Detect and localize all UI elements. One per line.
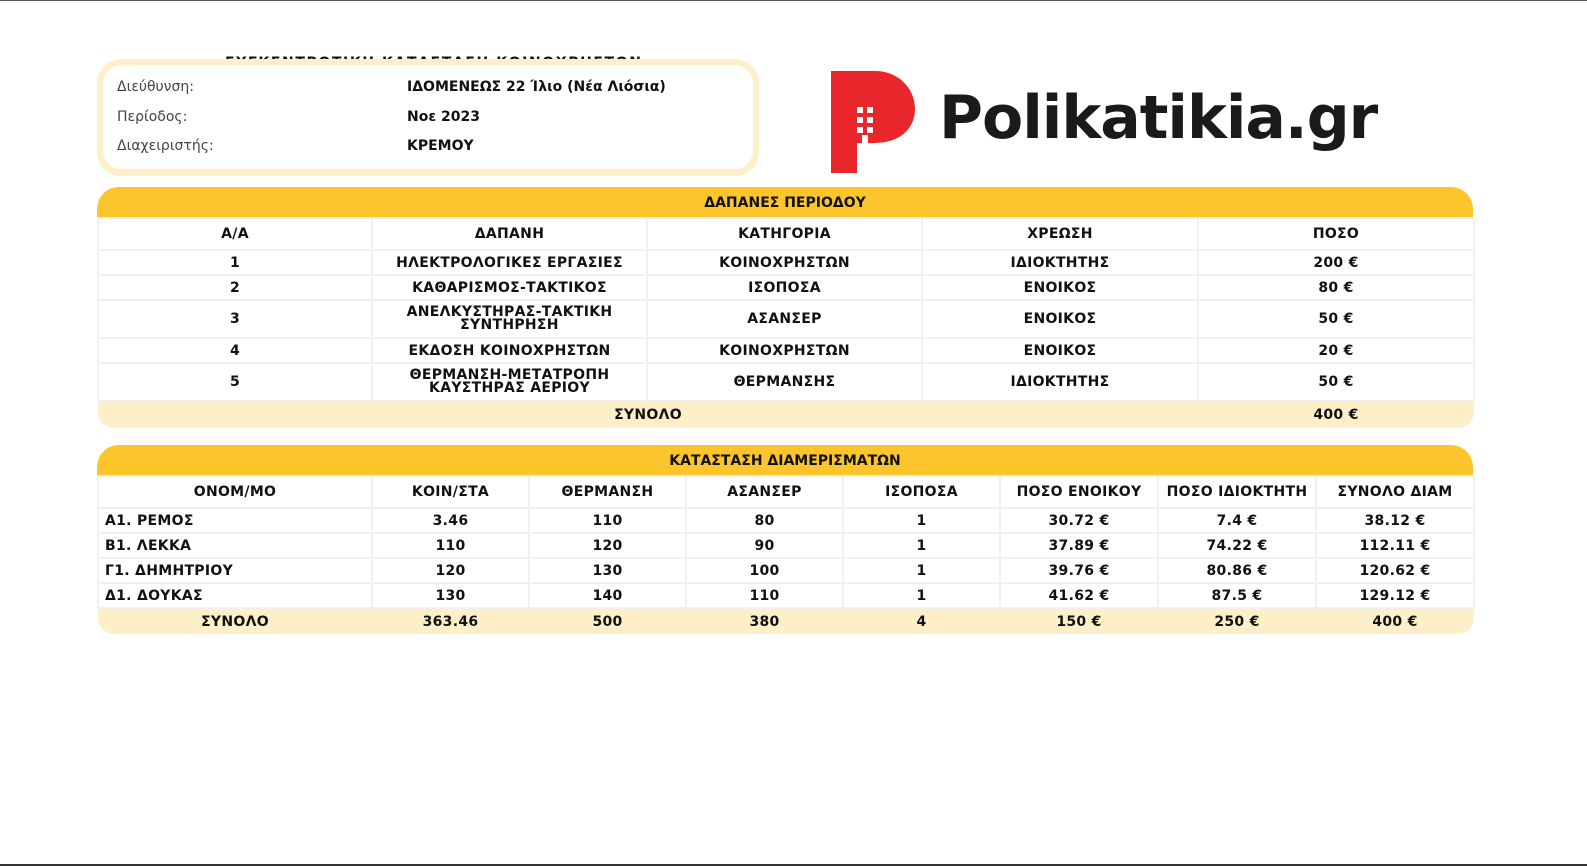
manager-value: ΚΡΕΜΟΥ — [407, 138, 474, 154]
table-row — [98, 583, 1474, 608]
period-label: Περίοδος: — [117, 109, 188, 125]
total-label: ΣΥΝΟΛΟ — [98, 608, 372, 634]
cell: 80 € — [1198, 275, 1474, 300]
cell: Γ1. ΔΗΜΗΤΡΙΟΥ — [98, 558, 372, 583]
total-cell: 380 — [686, 608, 843, 634]
table-row — [98, 250, 1474, 275]
cell: ΘΕΡΜΑΝΣΗΣ — [647, 363, 922, 401]
cell: 4 — [98, 338, 372, 363]
total-cell: 400 € — [1316, 608, 1474, 634]
cell: 87.5 € — [1158, 583, 1316, 608]
cell: ΕΝΟΙΚΟΣ — [922, 300, 1198, 338]
total-cell: 363.46 — [372, 608, 529, 634]
cell: ΑΝΕΛΚΥΣΤΗΡΑΣ-ΤΑΚΤΙΚΗ ΣΥΝΤΗΡΗΣΗ — [372, 300, 647, 338]
cell: Α1. ΡΕΜΟΣ — [98, 508, 372, 533]
col-header: ΠΟΣΟ — [1198, 218, 1474, 250]
cell: ΚΟΙΝΟΧΡΗΣΤΩΝ — [647, 250, 922, 275]
cell: 5 — [98, 363, 372, 401]
building-p-icon — [831, 71, 915, 173]
cell: 80.86 € — [1158, 558, 1316, 583]
cell: 1 — [98, 250, 372, 275]
cell: 1 — [843, 558, 1000, 583]
col-header: ΙΣΟΠΟΣΑ — [843, 476, 1000, 508]
cell: 120.62 € — [1316, 558, 1474, 583]
col-header: ΚΑΤΗΓΟΡΙΑ — [647, 218, 922, 250]
col-header: ΑΣΑΝΣΕΡ — [686, 476, 843, 508]
total-cell: 500 — [529, 608, 686, 634]
cell: 1 — [843, 508, 1000, 533]
col-header: ΠΟΣΟ ΙΔΙΟΚΤΗΤΗ — [1158, 476, 1316, 508]
total-cell: 250 € — [1158, 608, 1316, 634]
col-header: ΔΑΠΑΝΗ — [372, 218, 647, 250]
total-cell: 150 € — [1000, 608, 1158, 634]
cell: 50 € — [1198, 363, 1474, 401]
cell: 130 — [529, 558, 686, 583]
cell: ΚΑΘΑΡΙΣΜΟΣ-ΤΑΚΤΙΚΟΣ — [372, 275, 647, 300]
logo-text: Polikatikia.gr — [939, 83, 1378, 153]
cell: 110 — [372, 533, 529, 558]
cell: ΙΔΙΟΚΤΗΤΗΣ — [922, 363, 1198, 401]
table-row — [98, 300, 1474, 338]
cell: 20 € — [1198, 338, 1474, 363]
expenses-panel — [97, 187, 1473, 428]
expenses-table — [97, 217, 1475, 428]
cell: 2 — [98, 275, 372, 300]
total-label: ΣΥΝΟΛΟ — [98, 401, 1198, 428]
info-box — [97, 59, 759, 176]
cell: ΕΚΔΟΣΗ ΚΟΙΝΟΧΡΗΣΤΩΝ — [372, 338, 647, 363]
total-cell: 4 — [843, 608, 1000, 634]
total-value: 400 € — [1198, 401, 1474, 428]
period-value: Νοε 2023 — [407, 109, 480, 125]
col-header: ΘΕΡΜΑΝΣΗ — [529, 476, 686, 508]
apartments-table — [97, 475, 1475, 634]
cell: ΕΝΟΙΚΟΣ — [922, 275, 1198, 300]
cell: 100 — [686, 558, 843, 583]
col-header: ΠΟΣΟ ΕΝΟΙΚΟΥ — [1000, 476, 1158, 508]
cell: 37.89 € — [1000, 533, 1158, 558]
cell: ΗΛΕΚΤΡΟΛΟΓΙΚΕΣ ΕΡΓΑΣΙΕΣ — [372, 250, 647, 275]
cell: 41.62 € — [1000, 583, 1158, 608]
cell: 50 € — [1198, 300, 1474, 338]
cell: 7.4 € — [1158, 508, 1316, 533]
cell: 30.72 € — [1000, 508, 1158, 533]
cell: 120 — [529, 533, 686, 558]
cell: 200 € — [1198, 250, 1474, 275]
cell: 130 — [372, 583, 529, 608]
table-row — [98, 508, 1474, 533]
cell: 112.11 € — [1316, 533, 1474, 558]
cell: 90 — [686, 533, 843, 558]
cell: ΘΕΡΜΑΝΣΗ-ΜΕΤΑΤΡΟΠΗ ΚΑΥΣΤΗΡΑΣ ΑΕΡΙΟΥ — [372, 363, 647, 401]
cell: ΙΔΙΟΚΤΗΤΗΣ — [922, 250, 1198, 275]
cell: ΑΣΑΝΣΕΡ — [647, 300, 922, 338]
apartments-panel — [97, 445, 1473, 634]
table-row — [98, 558, 1474, 583]
cell: ΕΝΟΙΚΟΣ — [922, 338, 1198, 363]
col-header: Α/Α — [98, 218, 372, 250]
cell: 38.12 € — [1316, 508, 1474, 533]
cell: 3 — [98, 300, 372, 338]
cell: 110 — [529, 508, 686, 533]
table-row — [98, 275, 1474, 300]
col-header: ΟΝΟΜ/ΜΟ — [98, 476, 372, 508]
cell: Β1. ΛΕΚΚΑ — [98, 533, 372, 558]
cell: ΚΟΙΝΟΧΡΗΣΤΩΝ — [647, 338, 922, 363]
col-header: ΣΥΝΟΛΟ ΔΙΑΜ — [1316, 476, 1474, 508]
address-value: ΙΔΟΜΕΝΕΩΣ 22 Ίλιο (Νέα Λιόσια) — [407, 79, 666, 95]
cell: 3.46 — [372, 508, 529, 533]
total-row — [98, 401, 1474, 428]
manager-label: Διαχειριστής: — [117, 138, 214, 154]
expenses-title: ΔΑΠΑΝΕΣ ΠΕΡΙΟΔΟΥ — [97, 187, 1473, 217]
cell: 1 — [843, 583, 1000, 608]
table-row — [98, 533, 1474, 558]
cell: 80 — [686, 508, 843, 533]
polikatikia-logo — [831, 71, 1411, 173]
table-row — [98, 338, 1474, 363]
apartments-title: ΚΑΤΑΣΤΑΣΗ ΔΙΑΜΕΡΙΣΜΑΤΩΝ — [97, 445, 1473, 475]
total-row — [98, 608, 1474, 634]
cell: 39.76 € — [1000, 558, 1158, 583]
address-label: Διεύθυνση: — [117, 79, 194, 95]
cell: 140 — [529, 583, 686, 608]
cell: 129.12 € — [1316, 583, 1474, 608]
table-row — [98, 363, 1474, 401]
cell: 110 — [686, 583, 843, 608]
table-header-row — [98, 476, 1474, 508]
table-header-row — [98, 218, 1474, 250]
cell: 1 — [843, 533, 1000, 558]
cell: 120 — [372, 558, 529, 583]
cell: Δ1. ΔΟΥΚΑΣ — [98, 583, 372, 608]
cell: 74.22 € — [1158, 533, 1316, 558]
col-header: ΧΡΕΩΣΗ — [922, 218, 1198, 250]
cell: ΙΣΟΠΟΣΑ — [647, 275, 922, 300]
col-header: ΚΟΙΝ/ΣΤΑ — [372, 476, 529, 508]
